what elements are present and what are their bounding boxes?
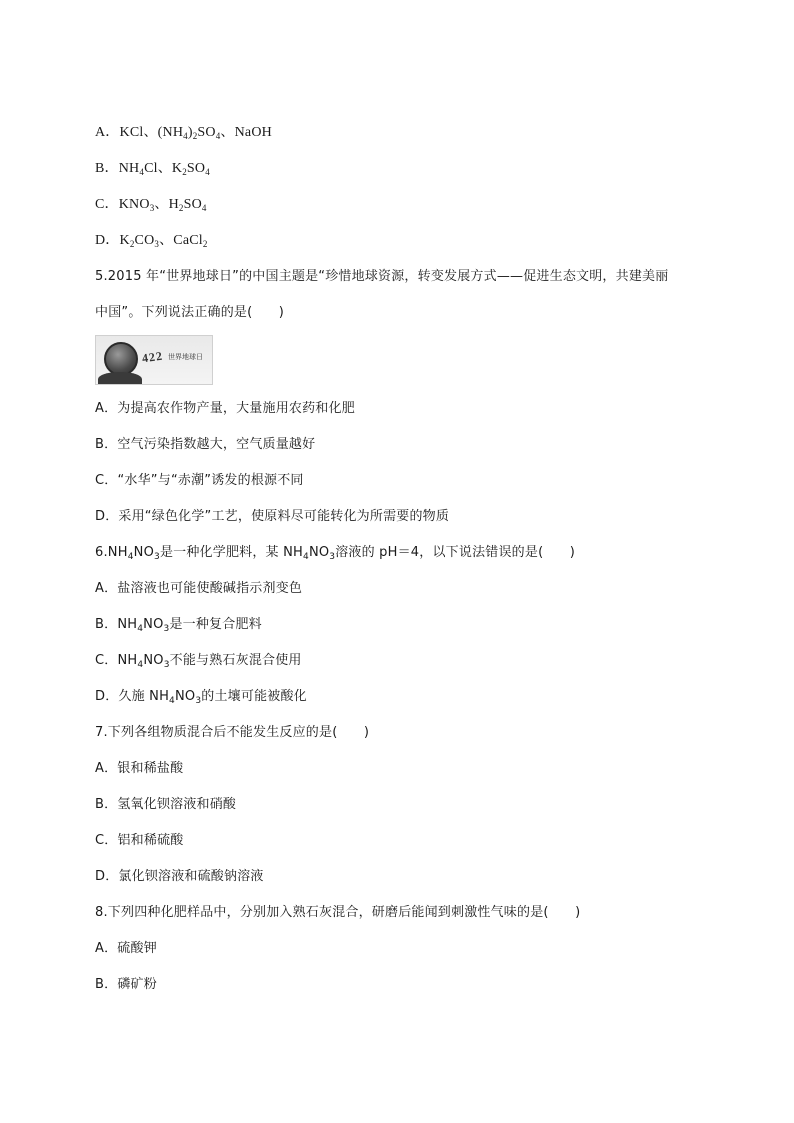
- q5-option-b: B．空气污染指数越大，空气质量越好: [95, 437, 316, 452]
- q6-option-b: B．$NH_4NO_3$是一种复合肥料: [95, 617, 262, 634]
- q6-option-c: C．$NH_4NO_3$不能与熟石灰混合使用: [95, 653, 302, 670]
- q7-option-a: A．银和稀盐酸: [95, 761, 184, 776]
- q4-option-c: C．$KNO_3$、$H_2SO_4$: [95, 197, 207, 213]
- globe-icon: [104, 342, 138, 376]
- q7-stem: 7.下列各组物质混合后不能发生反应的是( ): [95, 725, 370, 740]
- q5-stem-line1: 5.2015 年“世界地球日”的中国主题是“珍惜地球资源，转变发展方式——促进生态文明，共建美丽: [95, 269, 669, 284]
- q5-option-c: C．“水华”与“赤潮”诱发的根源不同: [95, 473, 304, 488]
- q4-option-d: D．$K_2CO_3$、CaCl$_2$: [95, 233, 208, 249]
- q4-option-b: B．$NH_4Cl$、$K_2SO_4$: [95, 161, 210, 177]
- q7-option-b: B．氢氧化钡溶液和硝酸: [95, 797, 237, 812]
- q8-option-b: B．磷矿粉: [95, 977, 157, 992]
- q7-option-d: D．氯化钡溶液和硫酸钠溶液: [95, 869, 264, 884]
- figure-number: 422: [141, 348, 164, 366]
- figure-caption: 世界地球日: [168, 353, 203, 361]
- q8-stem: 8.下列四种化肥样品中，分别加入熟石灰混合，研磨后能闻到刺激性气味的是( ): [95, 905, 581, 920]
- q5-option-a: A．为提高农作物产量，大量施用农药和化肥: [95, 401, 355, 416]
- earth-day-figure: [95, 335, 213, 385]
- q8-option-a: A．硫酸钾: [95, 941, 157, 956]
- q6-option-a: A．盐溶液也可能使酸碱指示剂变色: [95, 581, 303, 596]
- q4-option-a: A．KCl、$(NH_4)_2SO_4$、NaOH: [95, 125, 272, 141]
- q5-option-d: D．采用“绿色化学”工艺，使原料尽可能转化为所需要的物质: [95, 509, 450, 524]
- q6-stem: $6.NH_4NO_3$是一种化学肥料，某 $NH_4NO_3$溶液的 pH＝4，以下说法错误的是( ): [95, 545, 576, 562]
- globe-stand: [98, 372, 142, 385]
- q5-stem-line2: 中国”。下列说法正确的是( ): [95, 305, 285, 320]
- q6-option-d: D．久施 $NH_4NO_3$的土壤可能被酸化: [95, 689, 307, 706]
- q7-option-c: C．铝和稀硫酸: [95, 833, 184, 848]
